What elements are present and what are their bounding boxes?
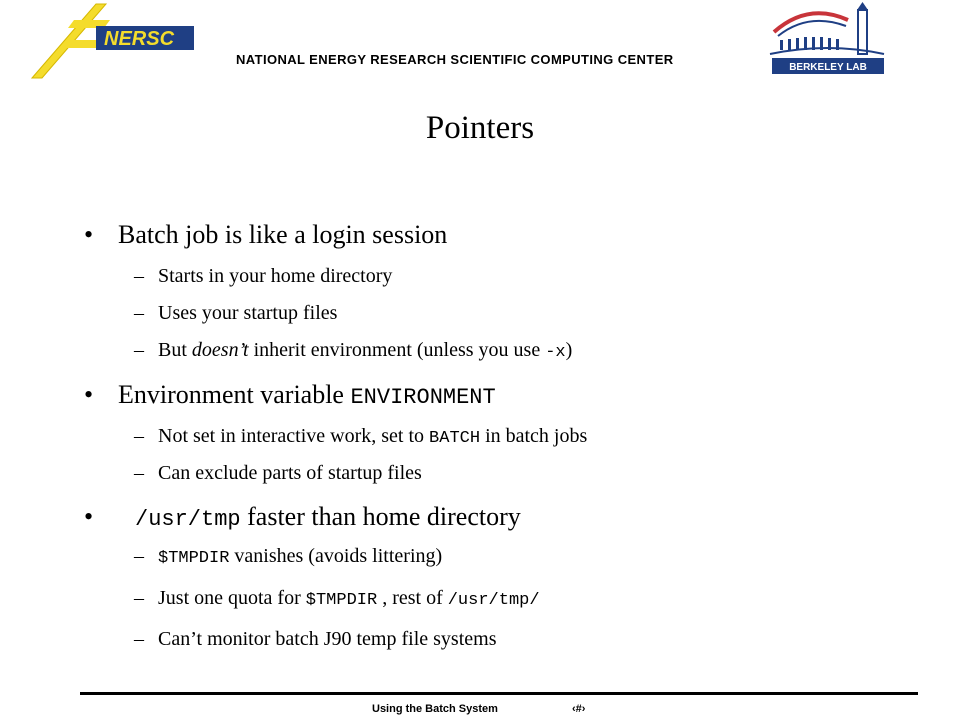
svg-text:NERSC: NERSC xyxy=(104,28,175,50)
dash-marker: – xyxy=(134,628,144,650)
dash-marker: – xyxy=(134,587,144,609)
bullet-usr-tmp: • /usr/tmp faster than home directory xyxy=(84,502,521,532)
bullet-marker: • xyxy=(84,220,94,249)
footer-divider xyxy=(80,692,918,695)
sub-bullet-not-set: – Not set in interactive work, set to BATCH in batch jobs xyxy=(134,425,588,448)
bullet-environment-variable: • Environment variable ENVIRONMENT xyxy=(84,380,496,410)
sub-bullet-tmpdir-vanishes: – $TMPDIR vanishes (avoids littering) xyxy=(134,545,443,568)
org-name: NATIONAL ENERGY RESEARCH SCIENTIFIC COMPUTING CENTER xyxy=(236,52,674,67)
sub-bullet-monitor: – Can’t monitor batch J90 temp file systems xyxy=(134,628,497,650)
sub-bullet-inherit-env: – But doesn’t inherit environment (unless you use -x) xyxy=(134,339,573,362)
dash-marker: – xyxy=(134,302,144,324)
bullet-batch-job: • Batch job is like a login session xyxy=(84,220,448,249)
footer-label: Using the Batch System xyxy=(372,703,498,715)
dash-marker: – xyxy=(134,425,144,447)
svg-text:BERKELEY LAB: BERKELEY LAB xyxy=(789,62,867,73)
sub-bullet-startup-files: – Uses your startup files xyxy=(134,302,338,324)
slide-title: Pointers xyxy=(425,110,535,146)
sub-bullet-exclude: – Can exclude parts of startup files xyxy=(134,462,422,484)
bullet-marker: • xyxy=(84,380,94,409)
footer-page-number: ‹#› xyxy=(572,703,586,715)
dash-marker: – xyxy=(134,339,144,361)
sub-bullet-home-dir: – Starts in your home directory xyxy=(134,265,393,287)
dash-marker: – xyxy=(134,545,144,567)
dash-marker: – xyxy=(134,265,144,287)
dash-marker: – xyxy=(134,462,144,484)
sub-bullet-quota: – Just one quota for $TMPDIR , rest of /usr/tmp/ xyxy=(134,587,540,610)
bullet-marker: • xyxy=(84,502,94,531)
